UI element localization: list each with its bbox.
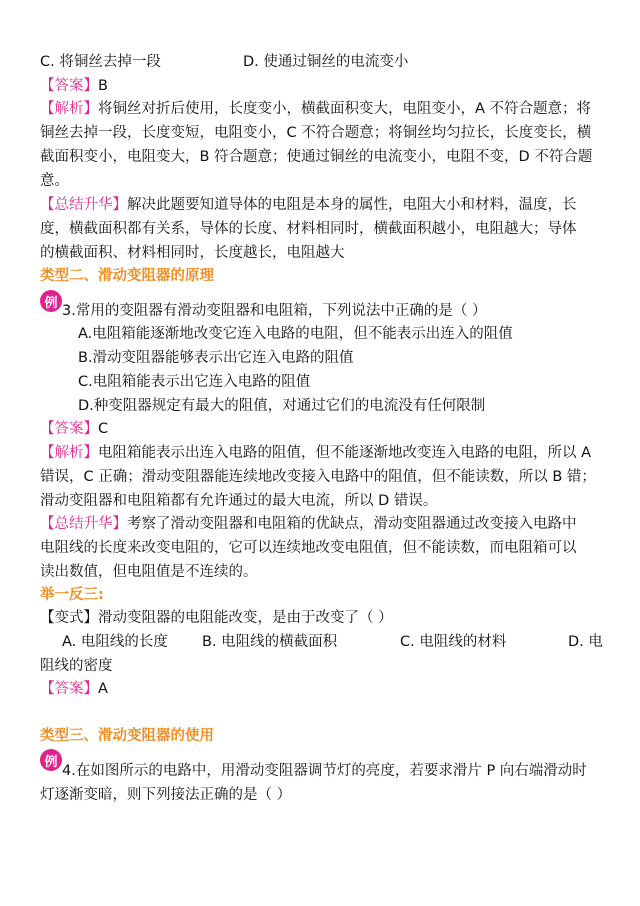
option-d-continued: 阻线的密度 xyxy=(40,658,113,674)
summary-tag: 【总结升华】 xyxy=(40,197,127,213)
option-b: B.滑动变阻器能够表示出它连入电路的阻值 xyxy=(78,350,354,366)
option-b: B. 电阻线的横截面积 xyxy=(202,634,338,650)
summary-text: 解决此题要知道导体的电阻是本身的属性，电阻大小和材料，温度，长 xyxy=(127,197,577,213)
option-a: A. 电阻线的长度 xyxy=(62,634,168,650)
example-badge: 例 xyxy=(40,749,62,771)
analysis-line: 截面积变小，电阻变大，B 符合题意；使通过铜丝的电流变小，电阻不变，D 不符合题 xyxy=(40,149,593,165)
option-a: A.电阻箱能逐渐地改变它连入电路的电阻，但不能表示出连入的阻值 xyxy=(78,326,513,342)
option-d: D. 使通过铜丝的电流变小 xyxy=(243,54,409,70)
option-d: D. 电 xyxy=(568,634,603,650)
variant-stem-row xyxy=(40,607,393,629)
analysis-tag: 【解析】 xyxy=(40,445,98,461)
summary-text: 考察了滑动变阻器和电阻箱的优缺点，滑动变阻器通过改变接入电路中 xyxy=(127,516,577,532)
analysis-text: 电阻箱能表示出连入电路的阻值，但不能逐渐地改变连入电路的电阻，所以 A xyxy=(98,445,592,461)
option-d: D.种变阻器规定有最大的阻值，对通过它们的电流没有任何限制 xyxy=(78,398,486,414)
answer-value: B xyxy=(98,78,108,94)
example-badge: 例 xyxy=(40,290,62,312)
summary-line xyxy=(40,194,577,216)
analysis-line: 意。 xyxy=(40,173,69,189)
answer-row xyxy=(40,678,108,700)
analysis-line xyxy=(40,98,591,120)
analysis-text: 将铜丝对折后使用，长度变小，横截面积变大，电阻变小，A 不符合题意；将 xyxy=(98,101,592,117)
summary-line: 的横截面积、材料相同时，长度越长，电阻越大 xyxy=(40,245,345,261)
analysis-line: 错误，C 正确；滑动变阻器能连续地改变接入电路中的阻值，但不能读数，所以 B 错； xyxy=(40,469,596,485)
answer-tag: 【答案】 xyxy=(40,421,98,437)
answer-tag: 【答案】 xyxy=(40,681,98,697)
analysis-line: 铜丝去掉一段，长度变短，电阻变小，C 不符合题意；将铜丝均匀拉长，长度变长，横 xyxy=(40,125,592,141)
analysis-line: 滑动变阻器和电阻箱都有允许通过的最大电流，所以 D 错误。 xyxy=(40,493,438,509)
summary-line xyxy=(40,513,577,535)
practice-heading: 举一反三: xyxy=(40,587,104,603)
summary-tag: 【总结升华】 xyxy=(40,516,127,532)
question-stem: 3.常用的变阻器有滑动变阻器和电阻箱，下列说法中正确的是（ ） xyxy=(62,303,487,319)
summary-line: 电阻线的长度来改变电阻的，它可以连续地改变电阻值，但不能读数，而电阻箱可以 xyxy=(40,540,577,556)
variant-stem: 滑动变阻器的电阻能改变，是由于改变了（ ） xyxy=(98,610,393,626)
answer-row xyxy=(40,75,108,97)
answer-row xyxy=(40,418,108,440)
question-stem: 4.在如图所示的电路中，用滑动变阻器调节灯的亮度，若要求滑片 P 向右端滑动时 xyxy=(62,763,587,779)
question-stem-continued: 灯逐渐变暗，则下列接法正确的是（ ） xyxy=(40,787,292,803)
answer-value: A xyxy=(98,681,108,697)
variant-tag: 【变式】 xyxy=(40,610,98,626)
analysis-line xyxy=(40,442,591,464)
section-heading: 类型二、滑动变阻器的原理 xyxy=(40,268,214,284)
answer-value: C xyxy=(98,421,109,437)
section-heading: 类型三、滑动变阻器的使用 xyxy=(40,728,214,744)
option-c: C. 将铜丝去掉一段 xyxy=(40,54,161,70)
option-c: C. 电阻线的材料 xyxy=(400,634,507,650)
summary-line: 读出数值，但电阻值是不连续的。 xyxy=(40,564,258,580)
answer-tag: 【答案】 xyxy=(40,78,98,94)
analysis-tag: 【解析】 xyxy=(40,101,98,117)
option-c: C.电阻箱能表示出它连入电路的阻值 xyxy=(78,374,311,390)
summary-line: 度，横截面积都有关系，导体的长度、材料相同时，横截面积越小，电阻越大；导体 xyxy=(40,221,577,237)
